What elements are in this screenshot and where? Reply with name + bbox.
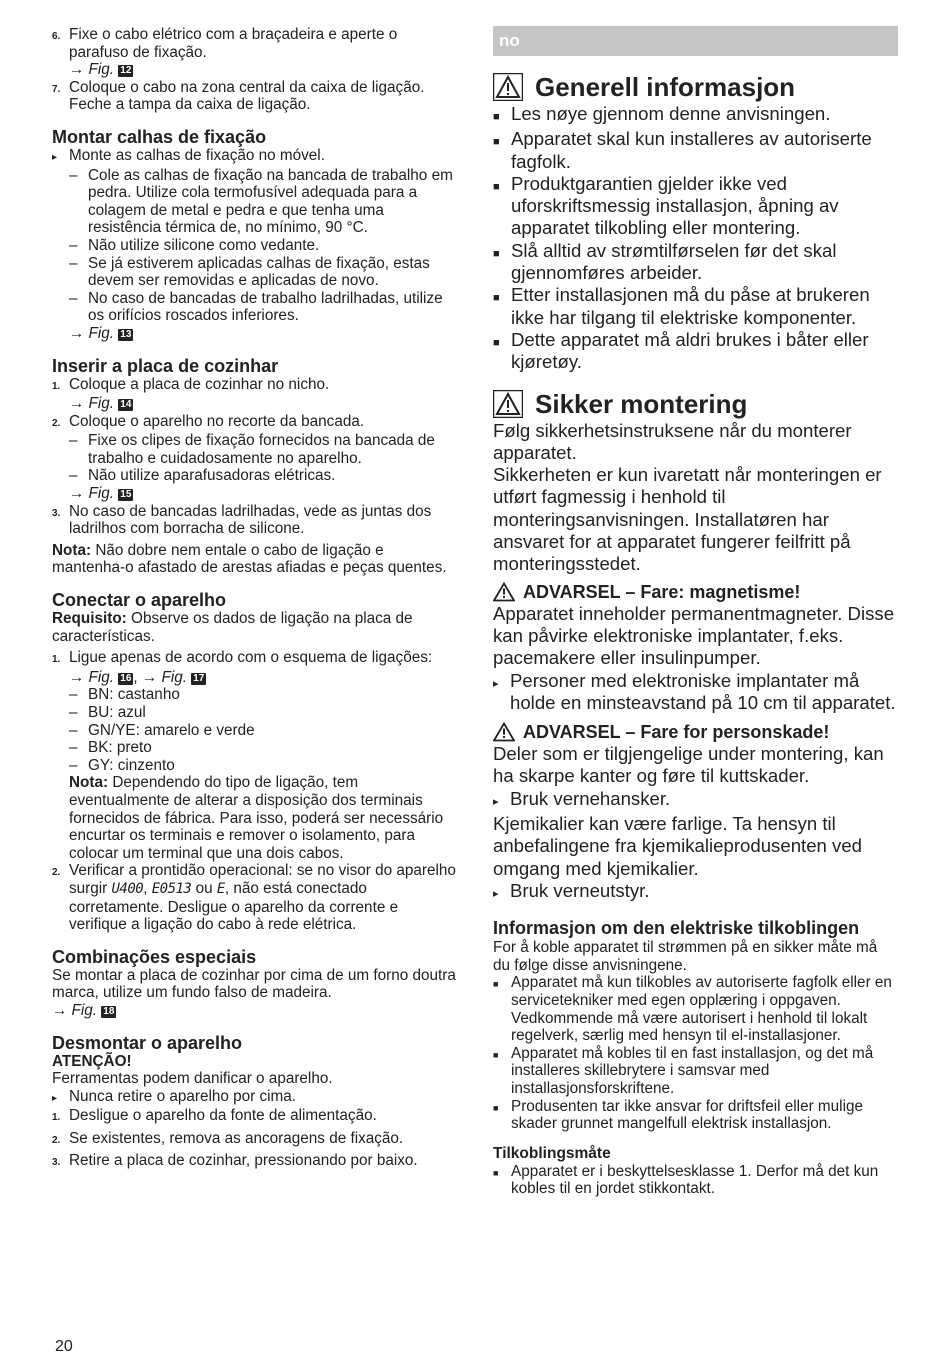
paragraph: Deler som er tilgjengelige under montering, kan ha skarpe kanter og føre til kuttskader.	[493, 743, 884, 787]
section-heading: Desmontar o aparelho	[52, 1032, 243, 1053]
electrical-info	[493, 939, 898, 1198]
section-heading: Montar calhas de fixação	[52, 126, 267, 147]
step-number: 1.	[52, 1112, 61, 1124]
square-bullet-icon: ■	[493, 247, 500, 260]
instruction-bullet	[52, 147, 458, 167]
dash-text: Não utilize aparafusadoras elétricas.	[88, 467, 336, 485]
dash-text: BK: preto	[88, 739, 152, 757]
list-item	[493, 173, 898, 240]
dash-marker: –	[69, 289, 78, 307]
step-number: 2.	[52, 417, 61, 429]
dash-marker: –	[69, 704, 78, 721]
step-3	[52, 1152, 458, 1172]
step-text-part: Verificar a prontidão operacional: se no visor do aparelho surgir	[69, 862, 456, 897]
instruction-text: Nunca retire o aparelho por cima.	[69, 1087, 297, 1105]
paragraph: Kjemikalier kan være farlige. Ta hensyn til anbefalingene fra kjemikalieprodusenten ved omgang med kjemikalier.	[493, 813, 863, 879]
step-number: 1.	[52, 380, 61, 392]
attention-label: ATENÇÃO!	[52, 1052, 132, 1070]
figure-label: → Fig.	[52, 1001, 98, 1019]
figure-reference	[52, 669, 458, 687]
figure-reference	[52, 395, 458, 413]
instruction-bullet	[493, 788, 898, 813]
dash-text: Fixe os clipes de fixação fornecidos na bancada de trabalho e cuidadosamente no aparelho.	[88, 432, 435, 467]
section-heading: Combinações especiais	[52, 946, 257, 967]
dash-marker: –	[69, 739, 78, 757]
step-text: Retire a placa de cozinhar, pressionando por baixo.	[69, 1152, 418, 1170]
step-text: Desligue o aparelho da fonte de alimentação.	[69, 1107, 377, 1125]
list-text: Apparatet må kun tilkobles av autoriserte fagfolk eller en servicetekniker med egen opplæring i oppgaven. Vedkommende må være autorisert i henhold til lokalt regelverk, særlig med hensyn til el-installasjoner.	[511, 974, 892, 1045]
step-number: 6.	[52, 31, 61, 42]
dash-item	[52, 432, 458, 467]
figure-label: → Fig.	[69, 395, 115, 413]
requirement-label: Requisito:	[52, 610, 127, 628]
step-text: Coloque o aparelho no recorte da bancada.	[69, 412, 365, 430]
dash-marker: –	[69, 432, 78, 450]
step-text: Fixe o cabo elétrico com a braçadeira e aperte o parafuso de fixação.	[69, 26, 398, 61]
figure-reference	[52, 1002, 458, 1020]
wire-color-item	[52, 686, 458, 704]
step-2	[52, 413, 458, 433]
instruction-text: Bruk verneutstyr.	[510, 879, 650, 901]
triangle-bullet-icon: ▸	[493, 795, 499, 808]
step-2	[52, 1130, 458, 1150]
step-number: 2.	[52, 1134, 61, 1146]
step-number: 1.	[52, 654, 61, 666]
list-text: Etter installasjonen må du påse at brukeren ikke har tilgang til elektriske komponenter.	[511, 284, 870, 328]
list-text: Slå alltid av strømtilførselen før det skal gjennomføres arbeider.	[511, 239, 837, 284]
step-text: No caso de bancadas ladrilhadas, vede as juntas dos ladrilhos com borracha de silicone.	[69, 502, 432, 538]
display-code: U400	[111, 880, 144, 897]
list-text: Apparatet er i beskyttelsesklasse 1. Derfor må det kun kobles til en jordet stikkontakt.	[511, 1162, 879, 1198]
step-number: 3.	[52, 507, 61, 519]
list-item	[493, 103, 898, 128]
square-bullet-icon: ■	[493, 136, 500, 149]
warning-triangle-icon	[493, 722, 515, 742]
dash-marker: –	[69, 236, 78, 254]
separator: ou	[191, 879, 217, 897]
dash-item	[52, 237, 458, 255]
wire-color-item	[52, 704, 458, 722]
list-text: Produsenten tar ikke ansvar for driftsfeil eller mulige skader grunnet mangelfull elektrisk installasjon.	[511, 1097, 863, 1133]
dash-marker: –	[69, 721, 78, 739]
wire-color-item	[52, 739, 458, 757]
step-1	[52, 1107, 458, 1127]
section-heading	[493, 71, 898, 103]
dash-marker: –	[69, 467, 78, 485]
paragraph: Apparatet inneholder permanentmagneter. Disse kan påvirke elektroniske implantater, f.eks. pacemakere eller insulinpumper.	[493, 602, 895, 669]
dash-item	[52, 167, 458, 237]
dash-text: BU: azul	[88, 704, 146, 721]
dash-marker: –	[69, 254, 78, 272]
warning-heading	[493, 581, 898, 603]
step-text: Coloque a placa de cozinhar no nicho.	[69, 375, 330, 393]
note	[52, 774, 458, 862]
figure-number-badge: 18	[103, 1005, 115, 1017]
language-bar	[493, 26, 898, 56]
square-bullet-icon: ■	[493, 180, 500, 193]
dash-item	[52, 290, 458, 325]
step-text	[69, 862, 458, 933]
requirement	[52, 610, 458, 645]
attention-text: Ferramentas podem danificar o aparelho.	[52, 1070, 333, 1088]
note-label: Nota:	[69, 774, 109, 792]
dash-marker: –	[69, 756, 78, 774]
triangle-bullet-icon: ▸	[493, 887, 499, 900]
figure-label: → Fig.	[141, 668, 187, 686]
square-bullet-icon: ■	[493, 1102, 499, 1113]
separator: ,	[133, 668, 142, 686]
note-text: Não dobre nem entale o cabo de ligação e mantenha-o afastado de arestas afiadas e peças quentes.	[52, 541, 447, 577]
dash-item	[52, 255, 458, 290]
list-item	[493, 974, 898, 1044]
paragraph: Følg sikkerhetsinstruksene når du monterer apparatet.	[493, 419, 852, 463]
list-text: Les nøye gjennom denne anvisningen.	[511, 103, 831, 124]
figure-number-badge: 15	[120, 489, 132, 501]
figure-number-badge: 14	[120, 399, 132, 411]
figure-reference	[52, 485, 458, 503]
figure-number-badge: 12	[120, 65, 132, 77]
dash-item	[52, 467, 458, 485]
square-bullet-icon: ■	[493, 1167, 499, 1178]
figure-label: → Fig.	[69, 485, 115, 503]
note	[52, 542, 458, 577]
list-text: Dette apparatet må aldri brukes i båter eller kjøretøy.	[511, 328, 869, 373]
list-item	[493, 128, 898, 173]
triangle-bullet-icon: ▸	[52, 1092, 58, 1104]
display-code: E	[216, 880, 225, 897]
step-number: 2.	[52, 867, 61, 879]
list-text: Apparatet må kobles til en fast installasjon, og det må installeres skillebrytere i samsvar med installasjonsforskriftene.	[511, 1044, 874, 1097]
section-heading: Informasjon om den elektriske tilkoblingen	[493, 918, 860, 939]
dash-text: Não utilize silicone como vedante.	[88, 236, 320, 254]
dash-text: Se já estiverem aplicadas calhas de fixação, estas devem ser removidas e aplicadas de novo.	[88, 254, 430, 290]
step-1	[52, 376, 458, 396]
language-code: no	[499, 31, 520, 50]
square-bullet-icon: ■	[493, 979, 499, 990]
list-item	[493, 240, 898, 285]
paragraph: Se montar a placa de cozinhar por cima de um forno doutra marca, utilize um fundo falso de madeira.	[52, 966, 456, 1002]
step-text: Ligue apenas de acordo com o esquema de ligações:	[69, 649, 433, 667]
list-item	[493, 329, 898, 374]
step-7	[52, 79, 458, 114]
paragraph: Sikkerheten er kun ivaretatt når monteringen er utført fagmessig i henhold til monteringsanvisningen. Installatøren har ansvaret for at apparatet fungerer feilfritt på monteringsstedet.	[493, 464, 882, 575]
step-2	[52, 862, 458, 933]
figure-reference	[52, 61, 458, 79]
warning-title: ADVARSEL – Fare: magnetisme!	[523, 581, 801, 602]
step-text: Coloque o cabo na zona central da caixa de ligação. Feche a tampa da caixa de ligação.	[69, 78, 425, 114]
list-text: Produktgarantien gjelder ikke ved uforskriftsmessig installasjon, åpning av apparatet tilkobling eller montering.	[511, 172, 839, 239]
dash-marker: –	[69, 686, 78, 704]
heading-text: Generell informasjon	[535, 72, 796, 102]
step-text: Se existentes, remova as ancoragens de fixação.	[69, 1129, 404, 1147]
list-item	[493, 1163, 898, 1198]
figure-label: → Fig.	[69, 324, 115, 342]
step-number: 3.	[52, 1157, 61, 1169]
square-bullet-icon: ■	[493, 111, 500, 123]
triangle-bullet-icon: ▸	[493, 677, 499, 690]
note-label: Nota:	[52, 541, 92, 559]
list-item	[493, 1098, 898, 1133]
step-text-part: , não está conectado corretamente. Desligue o aparelho da corrente e verifique a ligação do cabo à rede elétrica.	[69, 879, 399, 934]
section-heading: Inserir a placa de cozinhar	[52, 355, 279, 376]
instruction-bullet	[493, 880, 898, 905]
figure-number-badge: 16	[120, 672, 132, 684]
right-column	[493, 26, 898, 1198]
figure-number-badge: 13	[120, 328, 132, 340]
figure-reference	[52, 325, 458, 343]
instruction-text: Monte as calhas de fixação no móvel.	[69, 146, 325, 164]
warning-heading	[493, 721, 898, 743]
instruction-bullet	[493, 670, 898, 715]
page-number: 20	[55, 1338, 73, 1355]
section-heading	[493, 388, 898, 420]
figure-label: → Fig.	[69, 61, 115, 79]
paragraph: For å koble apparatet til strømmen på en sikker måte må du følge disse anvisningene.	[493, 939, 878, 974]
step-number: 7.	[52, 83, 61, 95]
figure-number-badge: 17	[193, 672, 205, 684]
dash-text: GN/YE: amarelo e verde	[88, 721, 255, 739]
dash-text: BN: castanho	[88, 686, 180, 704]
square-bullet-icon: ■	[493, 292, 500, 305]
instruction-bullet	[52, 1088, 458, 1108]
instruction-text: Bruk vernehansker.	[510, 787, 671, 809]
warning-title: ADVARSEL – Fare for personskade!	[523, 722, 830, 743]
list-item	[493, 1045, 898, 1098]
step-6	[52, 26, 458, 61]
instruction-text: Personer med elektroniske implantater må holde en minsteavstand på 10 cm til apparatet.	[510, 669, 896, 713]
note-text: Dependendo do tipo de ligação, tem eventualmente de alterar a disposição dos terminais fornecidos de fábrica. Para isso, poderá ser necessário encurtar os terminais e remover o isolamento, para colocar um terminal que una dois cabos.	[69, 774, 444, 862]
square-bullet-icon: ■	[493, 336, 500, 349]
requirement-text: Observe os dados de ligação na placa de características.	[52, 610, 413, 645]
dash-text: No caso de bancadas de trabalho ladrilhadas, utilize os orifícios roscados inferiores.	[88, 289, 443, 325]
warning-triangle-icon	[493, 73, 523, 101]
wire-color-item	[52, 757, 458, 775]
wire-color-item	[52, 722, 458, 740]
warning-triangle-icon	[493, 390, 523, 418]
list-text: Apparatet skal kun installeres av autoriserte fagfolk.	[511, 128, 872, 172]
heading-text: Sikker montering	[535, 388, 748, 419]
dash-marker: –	[69, 166, 78, 184]
warning-triangle-icon	[493, 582, 515, 602]
figure-label: → Fig.	[69, 668, 115, 686]
step-1	[52, 649, 458, 669]
left-column	[52, 26, 458, 1172]
step-3	[52, 503, 458, 538]
display-code: E0513	[151, 880, 192, 897]
list-item	[493, 284, 898, 329]
dash-text: Cole as calhas de fixação na bancada de trabalho em pedra. Utilize cola termofusível adequada para a colagem de metal e pedra e que tenha uma resistência térmica de, no mínimo, 90 °C.	[88, 166, 453, 237]
subsection-heading: Tilkoblingsmåte	[493, 1144, 611, 1162]
square-bullet-icon: ■	[493, 1049, 499, 1060]
section-heading: Conectar o aparelho	[52, 590, 227, 611]
dash-text: GY: cinzento	[88, 756, 175, 774]
triangle-bullet-icon: ▸	[52, 151, 58, 163]
separator: ,	[143, 879, 152, 897]
